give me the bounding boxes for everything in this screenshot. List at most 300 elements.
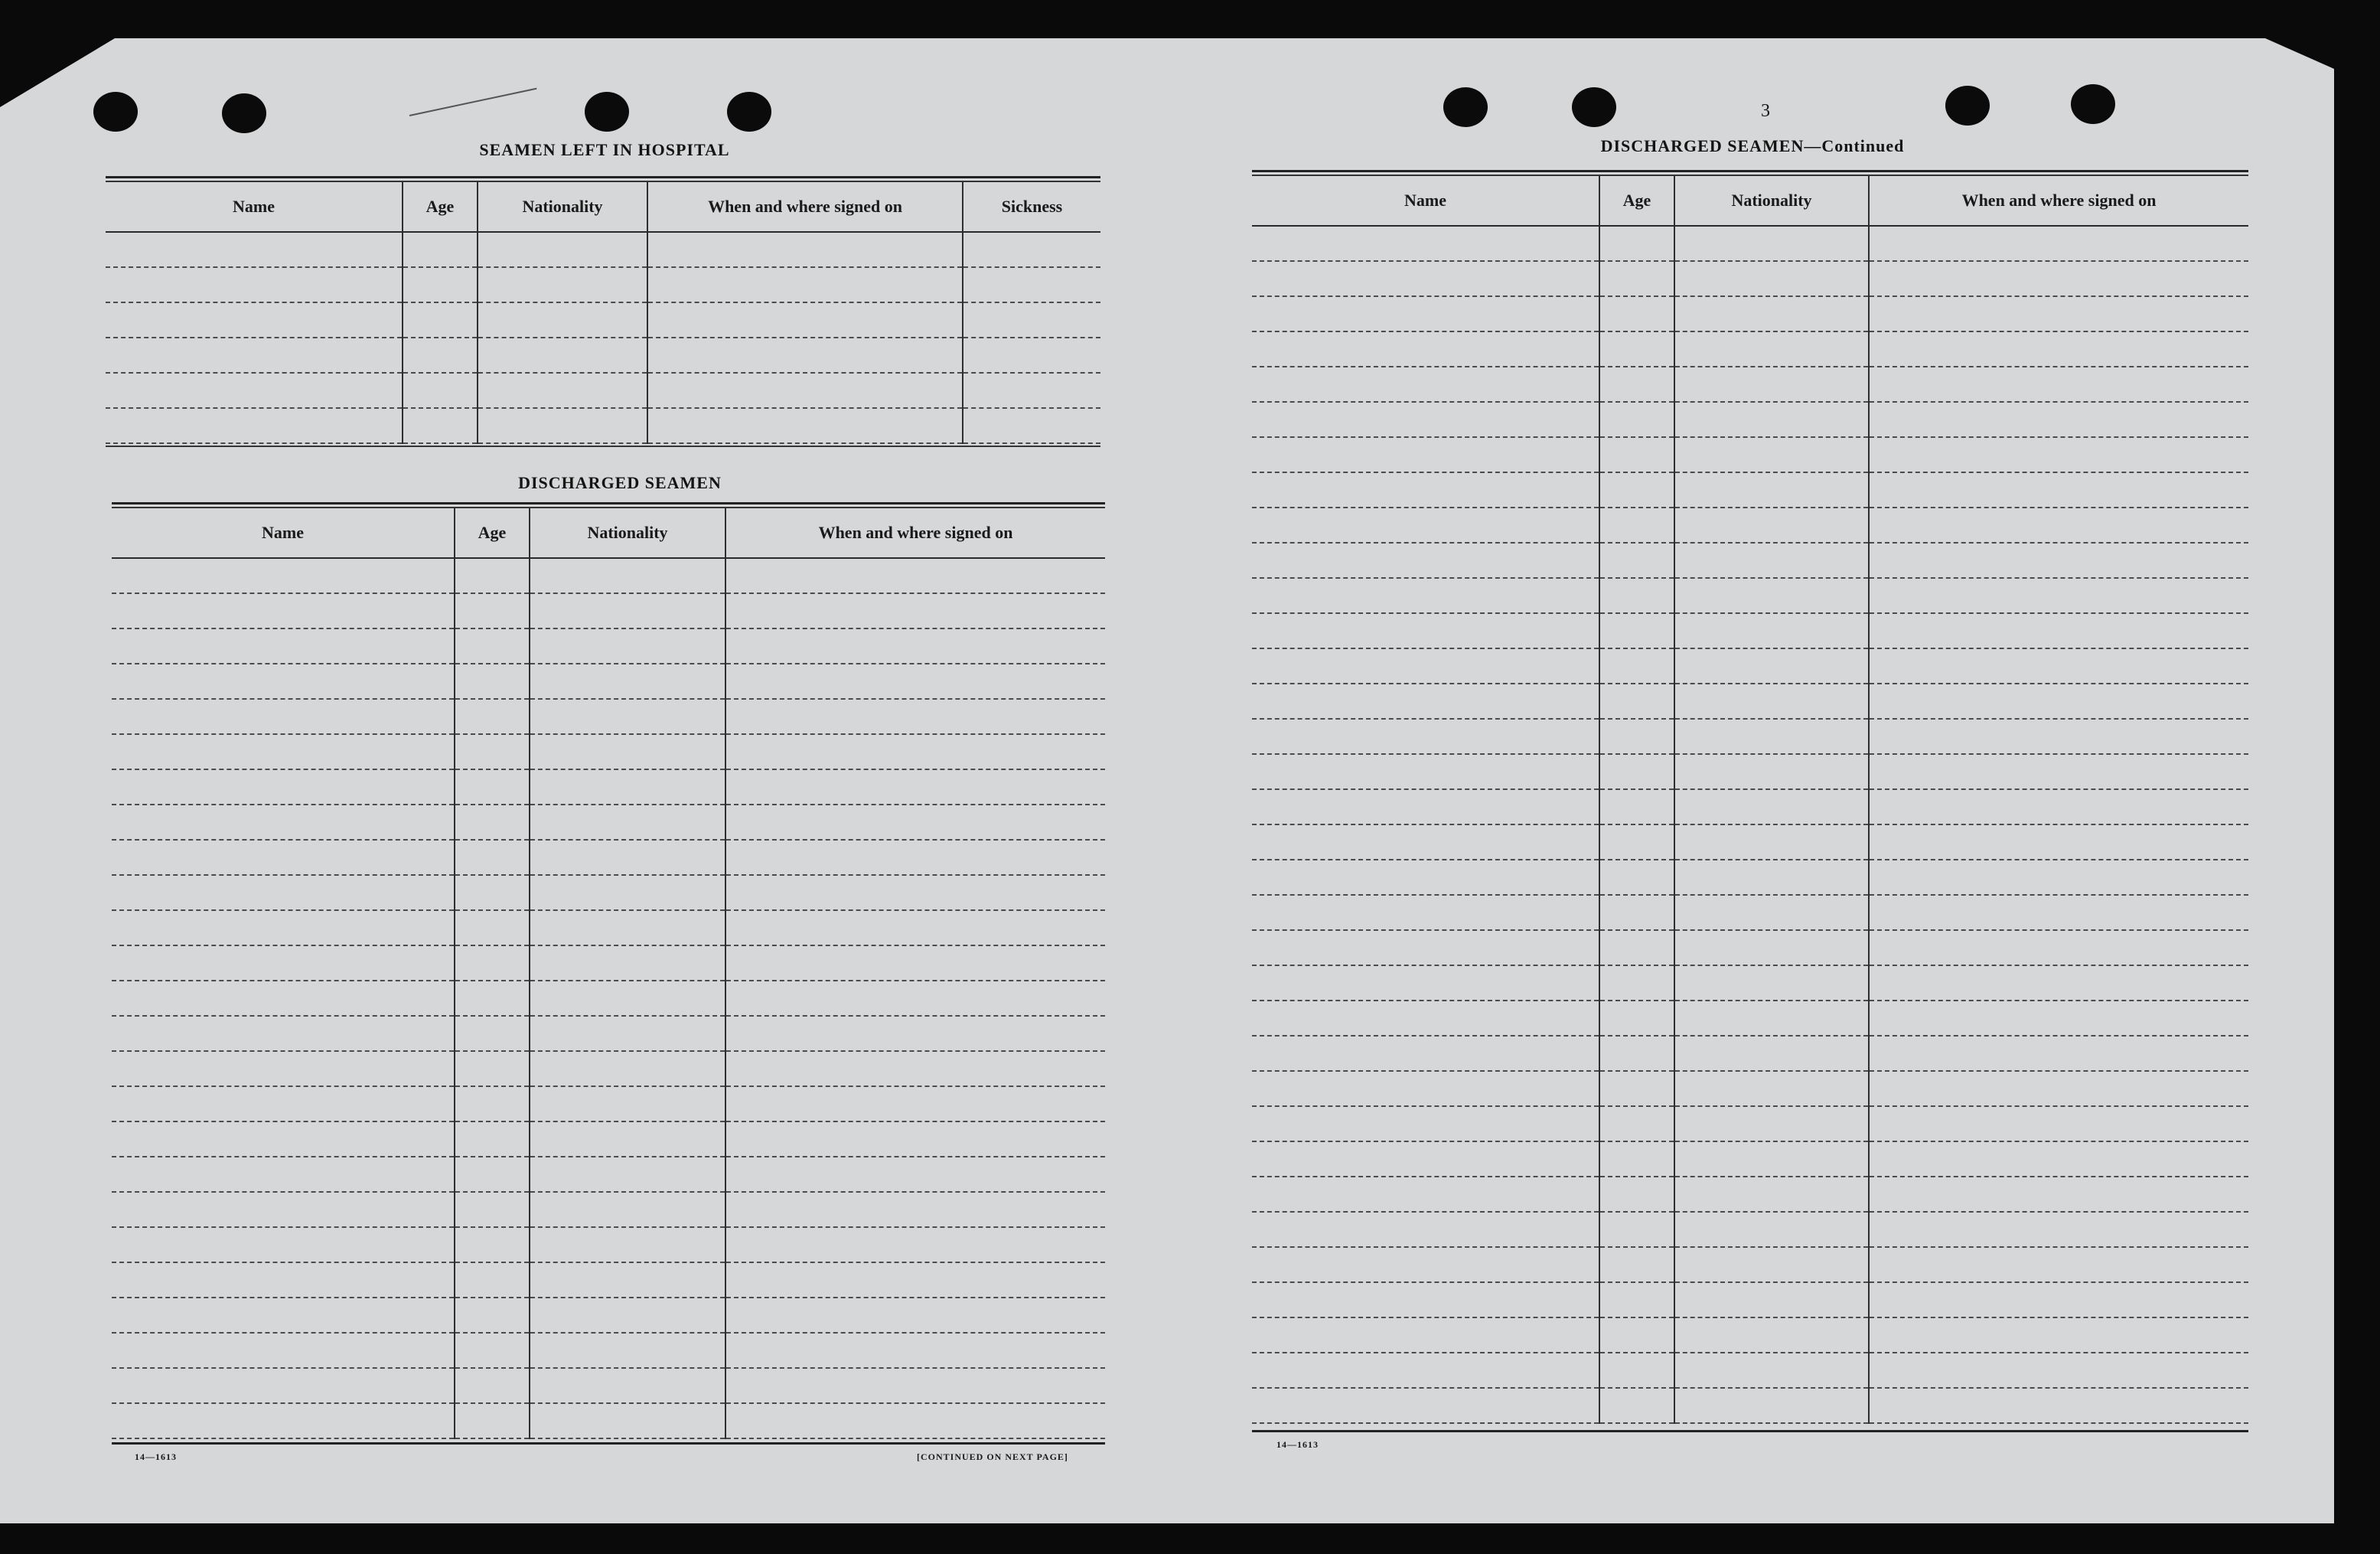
blank-cell [1252, 226, 1599, 261]
blank-cell [1674, 472, 1869, 508]
table-row [1252, 367, 2248, 402]
table-row [1252, 754, 2248, 789]
blank-cell [1599, 1141, 1674, 1177]
blank-cell [455, 1333, 530, 1368]
blank-cell [1869, 1177, 2248, 1212]
blank-cell [1599, 1353, 1674, 1388]
blank-cell [725, 664, 1105, 699]
blank-cell [1599, 1247, 1674, 1282]
blank-cell [725, 628, 1105, 664]
blank-cell [112, 558, 455, 593]
blank-cell [1252, 1388, 1599, 1423]
blank-cell [647, 267, 963, 302]
blank-cell [455, 1157, 530, 1192]
blank-cell [112, 1157, 455, 1192]
blank-cell [1869, 437, 2248, 472]
column-header-nationality: Nationality [530, 508, 725, 558]
blank-cell [112, 1262, 455, 1298]
blank-cell [455, 1086, 530, 1121]
blank-cell [1869, 1317, 2248, 1353]
blank-cell [725, 945, 1105, 981]
blank-cell [1599, 1317, 1674, 1353]
blank-cell [1674, 367, 1869, 402]
blank-cell [1599, 331, 1674, 367]
blank-cell [455, 945, 530, 981]
blank-cell [530, 1157, 725, 1192]
table-row [112, 699, 1105, 734]
blank-cell [403, 338, 478, 373]
page-number: 3 [1761, 101, 1770, 121]
blank-cell [647, 302, 963, 338]
blank-cell [1252, 331, 1599, 367]
blank-cell [1869, 508, 2248, 543]
blank-cell [1252, 1141, 1599, 1177]
table-row [1252, 613, 2248, 648]
hospital-top-rule [106, 176, 1100, 178]
table-row [1252, 402, 2248, 437]
blank-cell [530, 628, 725, 664]
blank-cell [530, 1121, 725, 1157]
blank-cell [963, 408, 1100, 443]
blank-cell [455, 699, 530, 734]
table-row [1252, 719, 2248, 754]
blank-cell [455, 1262, 530, 1298]
blank-cell [725, 769, 1105, 805]
blank-cell [1599, 1212, 1674, 1247]
blank-cell [1674, 1071, 1869, 1106]
blank-cell [112, 981, 455, 1016]
blank-cell [1869, 543, 2248, 578]
table-row [1252, 578, 2248, 613]
blank-cell [1599, 965, 1674, 1001]
hospital-section-title: SEAMEN LEFT IN HOSPITAL [479, 140, 730, 159]
blank-cell [1599, 613, 1674, 648]
blank-cell [1252, 1001, 1599, 1036]
blank-cell [530, 1298, 725, 1333]
blank-cell [725, 1051, 1105, 1086]
blank-cell [1869, 1353, 2248, 1388]
table-row [112, 840, 1105, 875]
punch-hole [1443, 87, 1488, 127]
blank-cell [112, 664, 455, 699]
blank-cell [1599, 1036, 1674, 1071]
table-row [1252, 648, 2248, 684]
blank-cell [1869, 754, 2248, 789]
blank-cell [1869, 472, 2248, 508]
blank-cell [112, 805, 455, 840]
blank-cell [1869, 1036, 2248, 1071]
table-row [112, 1333, 1105, 1368]
blank-cell [1252, 1036, 1599, 1071]
discharged-section-title: DISCHARGED SEAMEN [518, 473, 722, 492]
blank-cell [725, 1192, 1105, 1227]
torn-corner [0, 38, 115, 107]
blank-cell [1674, 613, 1869, 648]
column-header-name: Name [112, 508, 455, 558]
blank-cell [106, 373, 403, 408]
torn-edge [2265, 38, 2334, 69]
blank-cell [725, 1298, 1105, 1333]
blank-cell [1599, 472, 1674, 508]
blank-cell [455, 1192, 530, 1227]
continued-note: [CONTINUED ON NEXT PAGE] [917, 1451, 1068, 1462]
blank-cell [455, 981, 530, 1016]
table-row [112, 1262, 1105, 1298]
blank-cell [1252, 261, 1599, 296]
blank-cell [1599, 1282, 1674, 1317]
blank-cell [963, 373, 1100, 408]
blank-cell [530, 1368, 725, 1403]
blank-cell [1869, 1247, 2248, 1282]
blank-cell [530, 1016, 725, 1051]
blank-cell [112, 910, 455, 945]
table-row [1252, 789, 2248, 824]
blank-cell [1252, 684, 1599, 719]
blank-cell [1252, 1282, 1599, 1317]
blank-cell [1599, 1388, 1674, 1423]
blank-cell [455, 840, 530, 875]
blank-cell [530, 593, 725, 628]
table-row [1252, 1071, 2248, 1106]
blank-cell [1674, 789, 1869, 824]
blank-cell [725, 1121, 1105, 1157]
blank-cell [112, 875, 455, 910]
blank-cell [1599, 508, 1674, 543]
table-row [106, 267, 1100, 302]
blank-cell [530, 1192, 725, 1227]
table-row [106, 232, 1100, 267]
blank-cell [112, 1227, 455, 1262]
blank-cell [1252, 578, 1599, 613]
blank-cell [1252, 613, 1599, 648]
blank-cell [725, 1333, 1105, 1368]
blank-cell [1869, 684, 2248, 719]
blank-cell [530, 1333, 725, 1368]
blank-cell [725, 1403, 1105, 1438]
table-row [1252, 965, 2248, 1001]
blank-cell [1252, 965, 1599, 1001]
table-row [112, 1403, 1105, 1438]
blank-cell [112, 769, 455, 805]
blank-cell [1599, 367, 1674, 402]
blank-cell [530, 1262, 725, 1298]
blank-cell [478, 408, 647, 443]
punch-hole [2071, 84, 2115, 124]
blank-cell [1252, 895, 1599, 930]
column-header-when-and-where-signed-on: When and where signed on [1869, 176, 2248, 226]
blank-cell [455, 1121, 530, 1157]
blank-cell [1599, 860, 1674, 895]
blank-cell [963, 232, 1100, 267]
blank-cell [530, 769, 725, 805]
blank-cell [1252, 1071, 1599, 1106]
blank-cell [1599, 754, 1674, 789]
blank-cell [1674, 578, 1869, 613]
table-row [106, 302, 1100, 338]
table-row [112, 664, 1105, 699]
table-row [1252, 1353, 2248, 1388]
blank-cell [1599, 895, 1674, 930]
table-row [1252, 1282, 2248, 1317]
blank-cell [455, 910, 530, 945]
blank-cell [1674, 860, 1869, 895]
discharged-bottom-rule [112, 1442, 1105, 1445]
blank-cell [725, 840, 1105, 875]
blank-cell [1869, 261, 2248, 296]
blank-cell [1869, 895, 2248, 930]
blank-cell [1869, 824, 2248, 860]
table-row [112, 981, 1105, 1016]
blank-cell [1599, 930, 1674, 965]
punch-hole [1945, 86, 1990, 126]
blank-cell [403, 373, 478, 408]
blank-cell [530, 1086, 725, 1121]
blank-cell [112, 945, 455, 981]
blank-cell [725, 558, 1105, 593]
blank-cell [1674, 1388, 1869, 1423]
blank-cell [1674, 1317, 1869, 1353]
blank-cell [1674, 226, 1869, 261]
blank-cell [725, 1368, 1105, 1403]
blank-cell [1674, 648, 1869, 684]
blank-cell [530, 840, 725, 875]
blank-cell [530, 1403, 725, 1438]
blank-cell [1252, 437, 1599, 472]
blank-cell [455, 558, 530, 593]
blank-cell [1674, 684, 1869, 719]
table-row [106, 338, 1100, 373]
table-row [112, 875, 1105, 910]
blank-cell [112, 1051, 455, 1086]
table-row [112, 628, 1105, 664]
table-row [1252, 1388, 2248, 1423]
blank-cell [725, 593, 1105, 628]
blank-cell [112, 1368, 455, 1403]
blank-cell [1252, 754, 1599, 789]
blank-cell [112, 1403, 455, 1438]
blank-cell [1599, 402, 1674, 437]
blank-cell [1252, 789, 1599, 824]
blank-cell [1252, 508, 1599, 543]
blank-cell [725, 734, 1105, 769]
table-row [112, 805, 1105, 840]
table-row [1252, 472, 2248, 508]
blank-cell [530, 945, 725, 981]
blank-cell [1599, 648, 1674, 684]
table-row [1252, 684, 2248, 719]
blank-cell [455, 1227, 530, 1262]
blank-cell [1674, 930, 1869, 965]
blank-cell [1674, 824, 1869, 860]
blank-cell [1674, 1353, 1869, 1388]
table-row [112, 1192, 1105, 1227]
table-row [1252, 930, 2248, 965]
blank-cell [1674, 719, 1869, 754]
blank-cell [1674, 754, 1869, 789]
blank-cell [1869, 331, 2248, 367]
blank-cell [1674, 543, 1869, 578]
table-row [1252, 331, 2248, 367]
table-row [1252, 860, 2248, 895]
blank-cell [963, 338, 1100, 373]
blank-cell [530, 734, 725, 769]
table-row [1252, 824, 2248, 860]
blank-cell [1252, 648, 1599, 684]
blank-cell [455, 628, 530, 664]
blank-cell [725, 699, 1105, 734]
blank-cell [1599, 824, 1674, 860]
table-row [1252, 1177, 2248, 1212]
blank-cell [1674, 331, 1869, 367]
table-row [1252, 508, 2248, 543]
blank-cell [1869, 648, 2248, 684]
blank-cell [1869, 1106, 2248, 1141]
table-row [1252, 895, 2248, 930]
blank-cell [1674, 1212, 1869, 1247]
discharged-table [112, 508, 1105, 1439]
blank-cell [963, 302, 1100, 338]
blank-cell [106, 302, 403, 338]
blank-cell [112, 1016, 455, 1051]
column-header-nationality: Nationality [478, 182, 647, 232]
blank-cell [403, 232, 478, 267]
form-number-left: 14—1613 [135, 1451, 177, 1462]
blank-cell [647, 232, 963, 267]
blank-cell [1674, 1141, 1869, 1177]
column-header-age: Age [403, 182, 478, 232]
blank-cell [1252, 1317, 1599, 1353]
table-row [1252, 1001, 2248, 1036]
table-row [112, 945, 1105, 981]
table-row [106, 408, 1100, 443]
blank-cell [1674, 1282, 1869, 1317]
table-row [112, 1157, 1105, 1192]
table-row [112, 1016, 1105, 1051]
blank-cell [1252, 1353, 1599, 1388]
column-header-when-and-where-signed-on: When and where signed on [725, 508, 1105, 558]
blank-cell [1252, 543, 1599, 578]
blank-cell [455, 734, 530, 769]
blank-cell [403, 408, 478, 443]
discharged-continued-title: DISCHARGED SEAMEN—Continued [1600, 136, 1905, 155]
blank-cell [725, 805, 1105, 840]
blank-cell [455, 805, 530, 840]
continued-bottom-rule [1252, 1430, 2248, 1432]
blank-cell [455, 1051, 530, 1086]
blank-cell [1869, 367, 2248, 402]
blank-cell [725, 1157, 1105, 1192]
column-header-age: Age [455, 508, 530, 558]
table-row [112, 1051, 1105, 1086]
blank-cell [1869, 578, 2248, 613]
column-header-when-and-where-signed-on: When and where signed on [647, 182, 963, 232]
blank-cell [112, 699, 455, 734]
blank-cell [478, 302, 647, 338]
blank-cell [1869, 719, 2248, 754]
discharged-continued-table [1252, 176, 2248, 1424]
blank-cell [1869, 226, 2248, 261]
blank-cell [530, 910, 725, 945]
blank-cell [647, 408, 963, 443]
blank-cell [1599, 1106, 1674, 1141]
table-row [112, 1086, 1105, 1121]
blank-cell [403, 267, 478, 302]
blank-cell [112, 1298, 455, 1333]
blank-cell [112, 1086, 455, 1121]
blank-cell [112, 1121, 455, 1157]
blank-cell [1252, 719, 1599, 754]
blank-cell [112, 628, 455, 664]
blank-cell [1599, 789, 1674, 824]
blank-cell [478, 373, 647, 408]
blank-cell [1674, 1247, 1869, 1282]
blank-cell [106, 338, 403, 373]
column-header-age: Age [1599, 176, 1674, 226]
pen-stroke [409, 88, 537, 116]
table-row [112, 1298, 1105, 1333]
blank-cell [112, 734, 455, 769]
punch-hole [222, 93, 266, 133]
blank-cell [106, 408, 403, 443]
blank-cell [112, 840, 455, 875]
blank-cell [725, 1086, 1105, 1121]
blank-cell [1252, 1106, 1599, 1141]
blank-cell [725, 910, 1105, 945]
table-row [112, 1121, 1105, 1157]
blank-cell [112, 1192, 455, 1227]
blank-cell [1674, 965, 1869, 1001]
blank-cell [725, 1262, 1105, 1298]
blank-cell [106, 267, 403, 302]
blank-cell [1599, 1071, 1674, 1106]
blank-cell [1674, 1177, 1869, 1212]
continued-top-rule [1252, 170, 2248, 172]
blank-cell [1869, 789, 2248, 824]
blank-cell [1869, 1212, 2248, 1247]
blank-cell [1599, 684, 1674, 719]
blank-cell [1869, 1141, 2248, 1177]
blank-cell [1869, 1282, 2248, 1317]
blank-cell [1869, 930, 2248, 965]
table-row [1252, 1212, 2248, 1247]
blank-cell [1252, 1247, 1599, 1282]
blank-cell [478, 267, 647, 302]
hospital-bottom-rule [106, 446, 1100, 447]
table-row [1252, 543, 2248, 578]
blank-cell [1869, 965, 2248, 1001]
blank-cell [106, 232, 403, 267]
blank-cell [725, 981, 1105, 1016]
blank-cell [1674, 296, 1869, 331]
table-row [1252, 1141, 2248, 1177]
table-row [112, 558, 1105, 593]
scanned-sheet [0, 38, 2334, 1523]
blank-cell [1252, 472, 1599, 508]
blank-cell [403, 302, 478, 338]
blank-cell [1599, 296, 1674, 331]
punch-hole [727, 92, 771, 132]
blank-cell [1599, 437, 1674, 472]
table-row [1252, 1247, 2248, 1282]
blank-cell [1674, 437, 1869, 472]
table-row [1252, 226, 2248, 261]
blank-cell [455, 593, 530, 628]
table-row [1252, 261, 2248, 296]
blank-cell [530, 699, 725, 734]
table-row [1252, 437, 2248, 472]
blank-cell [1252, 824, 1599, 860]
blank-cell [455, 1016, 530, 1051]
